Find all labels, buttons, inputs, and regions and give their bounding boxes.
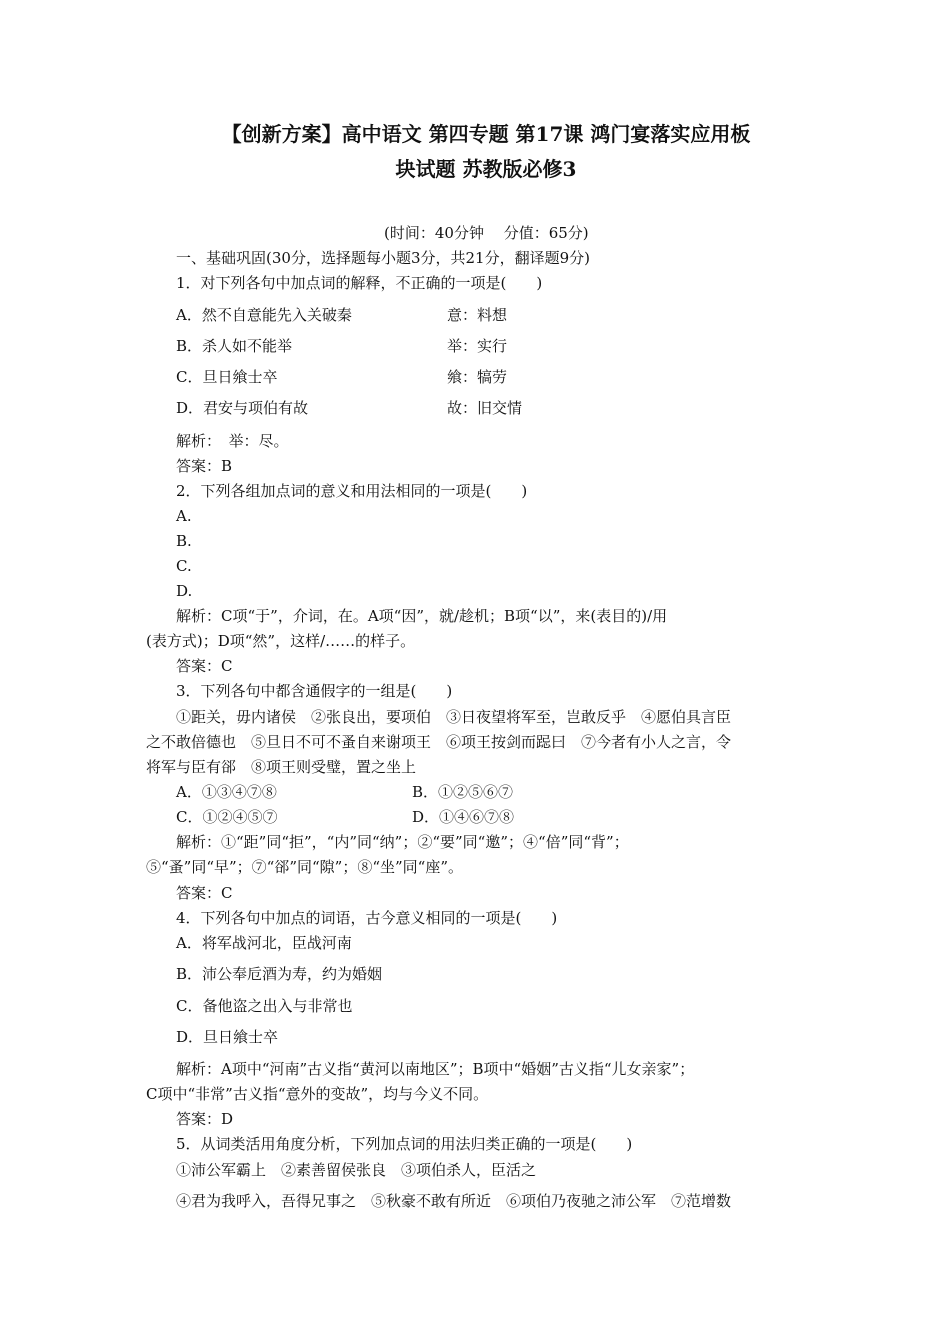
q3-option-a: A．①③④⑦⑧ [176, 783, 277, 801]
q3-body-line-3: 将军与臣有郤 ⑧项王则受璧，置之坐上 [146, 758, 417, 776]
q4-analysis-line-1: 解析：A项中“河南”古义指“黄河以南地区”；B项中“婚姻”古义指“儿女亲家”； [176, 1060, 695, 1078]
q2-option-b: B. [176, 532, 192, 550]
q1-option-a-text: A．然不自意能先入关破秦 [176, 306, 352, 324]
q3-answer: 答案：C [176, 884, 233, 902]
q2-option-c: C. [176, 557, 192, 575]
q3-option-c: C．①②④⑤⑦ [176, 808, 278, 826]
q4-analysis-line-2: C项中“非常”古义指“意外的变故”，均与今义不同。 [146, 1085, 489, 1103]
q2-analysis-line-2: (表方式)；D项“然”，这样/……的样子。 [146, 632, 416, 650]
q2-answer: 答案：C [176, 657, 233, 675]
q1-answer: 答案：B [176, 457, 233, 475]
q4-option-a: A．将军战河北，臣战河南 [176, 934, 352, 952]
q1-analysis: 解析： 举：尽。 [176, 432, 289, 450]
q3-body-line-1: ①距关，毋内诸侯 ②张良出，要项伯 ③日夜望将军至，岂敢反乎 ④愿伯具言臣 [176, 708, 732, 726]
q3-stem: 3．下列各句中都含通假字的一组是( ) [176, 682, 453, 700]
q5-stem: 5．从词类活用角度分析，下列加点词的用法归类正确的一项是( ) [176, 1135, 633, 1153]
document-title-line-2: 块试题 苏教版必修3 [395, 157, 577, 181]
q4-option-d: D．旦日飨士卒 [176, 1028, 279, 1046]
q3-options-row-1 [176, 781, 876, 803]
q2-option-a: A. [176, 507, 192, 525]
q1-option-d [176, 397, 876, 419]
q4-answer: 答案：D [176, 1110, 234, 1128]
q1-option-c-gloss: 飨：犒劳 [447, 368, 508, 386]
q4-stem: 4．下列各句中加点的词语，古今意义相同的一项是( ) [176, 909, 558, 927]
q2-analysis-line-1: 解析：C项“于”，介词，在。A项“因”，就/趁机；B项“以”，来(表目的)/用 [176, 607, 668, 625]
q5-body-line-2: ④君为我呼入，吾得兄事之 ⑤秋豪不敢有所近 ⑥项伯乃夜驰之沛公军 ⑦范增数 [176, 1192, 732, 1210]
q3-options-row-2 [176, 806, 876, 828]
document-title-line-1: 【创新方案】高中语文 第四专题 第17课 鸿门宴落实应用板 [221, 122, 751, 146]
q1-option-b-text: B．杀人如不能举 [176, 337, 293, 355]
section-heading: 一、基础巩固(30分，选择题每小题3分，共21分，翻译题9分) [176, 249, 590, 267]
q2-stem: 2．下列各组加点词的意义和用法相同的一项是( ) [176, 482, 528, 500]
q3-analysis-line-1: 解析：①“距”同“拒”，“内”同“纳”；②“要”同“邀”；④“倍”同“背”； [176, 833, 629, 851]
q2-option-d: D. [176, 582, 193, 600]
q1-option-c [176, 366, 876, 388]
q3-option-b: B．①②⑤⑥⑦ [412, 783, 514, 801]
q1-option-a [176, 304, 876, 326]
q3-body-line-2: 之不敢倍德也 ⑤旦日不可不蚤自来谢项王 ⑥项王按剑而跽曰 ⑦今者有小人之言，令 [146, 733, 732, 751]
q1-option-a-gloss: 意：料想 [447, 306, 508, 324]
q1-option-b-gloss: 举：实行 [447, 337, 508, 355]
q1-stem: 1．对下列各句中加点词的解释，不正确的一项是( ) [176, 274, 543, 292]
q1-option-d-gloss: 故：旧交情 [447, 399, 523, 417]
q5-body-line-1: ①沛公军霸上 ②素善留侯张良 ③项伯杀人，臣活之 [176, 1161, 537, 1179]
q1-option-b [176, 335, 876, 357]
time-score-info: (时间：40分钟 分值：65分) [384, 224, 589, 242]
q4-option-b: B．沛公奉卮酒为寿，约为婚姻 [176, 965, 383, 983]
q1-option-d-text: D．君安与项伯有故 [176, 399, 309, 417]
q1-option-c-text: C．旦日飨士卒 [176, 368, 278, 386]
q3-option-d: D．①④⑥⑦⑧ [412, 808, 515, 826]
q3-analysis-line-2: ⑤“蚤”同“早”；⑦“郤”同“隙”；⑧“坐”同“座”。 [146, 858, 464, 876]
q4-option-c: C．备他盗之出入与非常也 [176, 997, 353, 1015]
